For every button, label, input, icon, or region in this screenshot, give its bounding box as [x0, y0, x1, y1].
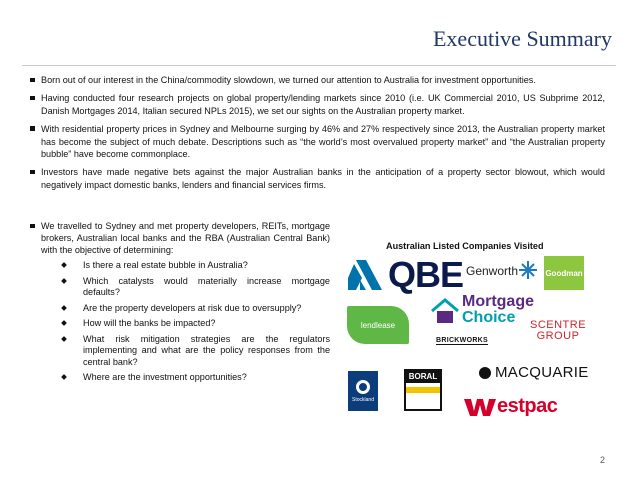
page-number: 2: [599, 455, 605, 465]
macquarie-logo: MACQUARIE: [479, 364, 589, 381]
genworth-logo: Genworth: [466, 264, 519, 278]
diamond-bullet-icon: [61, 320, 67, 326]
stockland-logo: Stockland: [348, 371, 378, 411]
diamond-bullet-icon: [61, 305, 67, 311]
bullet-item: With residential property prices in Sydney and Melbourne surging by 46% and 27% respectively since 2013, the Australian property market has become the subject of much debate. Descriptions such as “the world’s most overvalued property market” and “the Australian property bubble” have become commonplace.: [30, 123, 605, 161]
square-bullet-icon: [30, 78, 35, 83]
square-bullet-icon: [30, 170, 35, 175]
logos-heading: Australian Listed Companies Visited: [386, 241, 544, 251]
diamond-bullet-icon: [61, 278, 67, 284]
anz-logo: [346, 258, 384, 292]
bullet-item: Investors have made negative bets against the major Australian banks in the anticipation of a property sector blowout, which would negatively impact domestic banks, lenders and financial services firms.: [30, 166, 605, 191]
square-bullet-icon: [30, 96, 35, 101]
travel-section: [30, 220, 330, 388]
diamond-bullet-icon: [61, 374, 67, 380]
goodman-logo: Goodman: [544, 256, 584, 290]
westpac-w-icon: [464, 397, 496, 417]
mortgage-choice-logo: Mortgage Choice: [462, 293, 534, 326]
scentre-group-logo: SCENTRE GROUP: [530, 319, 587, 342]
question-item: Which catalysts would materially increase mortgage defaults?: [58, 276, 330, 299]
bullet-item: Having conducted four research projects on global property/lending markets since 2010 (i.e. UK Commercial 2010, US Subprime 2012, Danish Mortgages 2014, Italian secured NPLs 2015), we set our sights on the Australian property market.: [30, 92, 605, 117]
summary-bullet-list: [30, 74, 605, 197]
question-item: Are the property developers at risk due to oversupply?: [58, 303, 330, 315]
bullet-item: Born out of our interest in the China/commodity slowdown, we turned our attention to Australia for investment opportunities.: [30, 74, 605, 87]
question-item: Is there a real estate bubble in Australia?: [58, 260, 330, 272]
westpac-logo: estpac: [464, 395, 557, 418]
boral-logo: BORAL: [404, 369, 442, 411]
diamond-bullet-icon: [61, 336, 67, 342]
diamond-bullet-icon: [61, 262, 67, 268]
question-list: [30, 260, 330, 384]
macquarie-holey-dollar-icon: [479, 367, 491, 379]
stockland-swirl-icon: [356, 380, 370, 394]
boral-stripe-icon: [406, 387, 440, 393]
lendlease-logo: lendlease: [347, 306, 409, 344]
title-divider: [22, 65, 616, 66]
square-bullet-icon: [30, 126, 35, 131]
square-bullet-icon: [30, 224, 35, 229]
question-item: How will the banks be impacted?: [58, 318, 330, 330]
qbe-logo: QBE: [388, 254, 464, 295]
genworth-star-icon: [518, 260, 538, 280]
brickworks-logo: BRICKWORKS: [436, 337, 488, 344]
question-item: Where are the investment opportunities?: [58, 372, 330, 384]
question-item: What risk mitigation strategies are the regulators implementing and what are the policy responses from the central bank?: [58, 334, 330, 369]
mortgage-choice-house-icon: [430, 297, 460, 325]
travel-bullet: We travelled to Sydney and met property developers, REITs, mortgage brokers, Australian local banks and the RBA (Australian Central Bank) with the objective of determining:: [30, 220, 330, 256]
page-title: Executive Summary: [432, 26, 612, 51]
